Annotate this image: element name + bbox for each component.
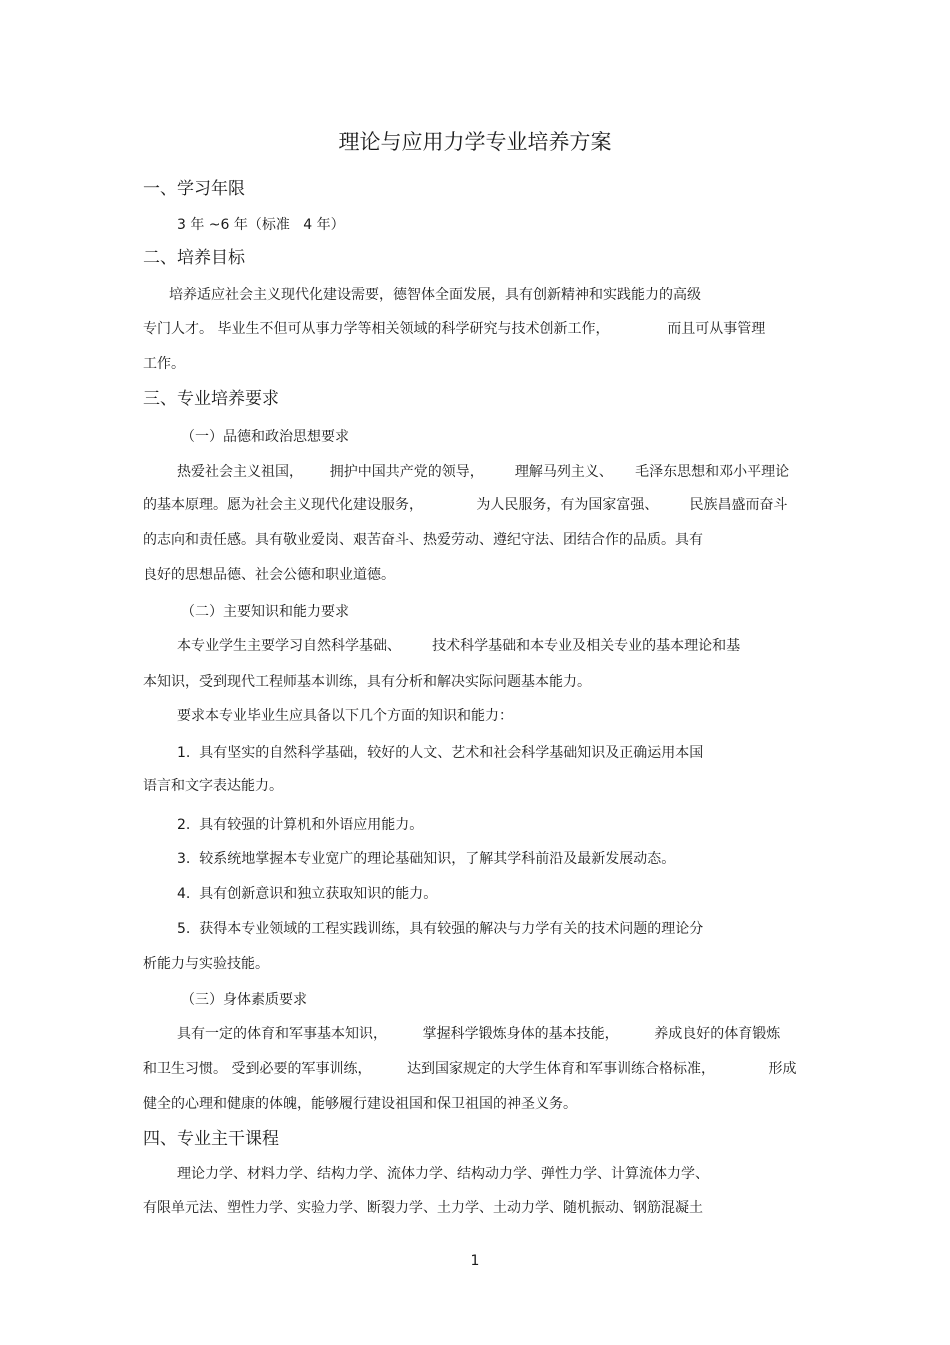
paragraph-line: 的基本原理。愿为社会主义现代化建设服务， 为人民服务，有为国家富强、 民族昌盛而奋斗: [143, 497, 788, 513]
paragraph-line: 良好的思想品德、社会公德和职业道德。: [143, 567, 395, 583]
paragraph-line: 本专业学生主要学习自然科学基础、 技术科学基础和本专业及相关专业的基本理论和基: [177, 638, 741, 654]
document-title: 理论与应用力学专业培养方案: [338, 130, 612, 154]
subsection-heading-knowledge: （二）主要知识和能力要求: [181, 604, 349, 620]
paragraph-line: 和卫生习惯。 受到必要的军事训练， 达到国家规定的大学生体育和军事训练合格标准， 形成: [143, 1061, 797, 1077]
paragraph-line: 理论力学、材料力学、结构力学、流体力学、结构动力学、弹性力学、计算流体力学、: [177, 1166, 709, 1182]
list-item: 2. 具有较强的计算机和外语应用能力。: [177, 817, 424, 833]
list-item: 1. 具有坚实的自然科学基础，较好的人文、艺术和社会科学基础知识及正确运用本国: [177, 745, 704, 761]
section-heading-courses: 四、专业主干课程: [143, 1129, 279, 1149]
paragraph-line: 本知识，受到现代工程师基本训练，具有分析和解决实际问题基本能力。: [143, 674, 591, 690]
paragraph-line: 有限单元法、塑性力学、实验力学、断裂力学、土力学、土动力学、随机振动、钢筋混凝土: [143, 1200, 703, 1216]
section-heading-study-years: 一、学习年限: [143, 179, 245, 199]
list-item-continuation: 析能力与实验技能。: [143, 956, 269, 972]
paragraph-line: 专门人才。 毕业生不但可从事力学等相关领域的科学研究与技术创新工作， 而且可从事管理: [143, 321, 766, 337]
paragraph-line: 的志向和责任感。具有敬业爱岗、艰苦奋斗、热爱劳动、遵纪守法、团结合作的品质。具有: [143, 532, 703, 548]
list-item: 3. 较系统地掌握本专业宽广的理论基础知识，了解其学科前沿及最新发展动态。: [177, 851, 676, 867]
paragraph-line: 热爱社会主义祖国， 拥护中国共产党的领导， 理解马列主义、 毛泽东思想和邓小平理论: [177, 464, 790, 480]
subsection-heading-morality: （一）品德和政治思想要求: [181, 429, 349, 445]
list-item: 5. 获得本专业领域的工程实践训练，具有较强的解决与力学有关的技术问题的理论分: [177, 921, 704, 937]
paragraph-line: 具有一定的体育和军事基本知识， 掌握科学锻炼身体的基本技能， 养成良好的体育锻炼: [177, 1026, 781, 1042]
section-heading-requirements: 三、专业培养要求: [143, 389, 279, 409]
page-number: 1: [470, 1253, 480, 1269]
list-item: 4. 具有创新意识和独立获取知识的能力。: [177, 886, 438, 902]
paragraph-line: 3 年 ~6 年（标准 4 年）: [177, 217, 345, 233]
paragraph-line: 健全的心理和健康的体魄，能够履行建设祖国和保卫祖国的神圣义务。: [143, 1096, 577, 1112]
paragraph-line: 工作。: [143, 356, 185, 372]
paragraph-line: 培养适应社会主义现代化建设需要，德智体全面发展，具有创新精神和实践能力的高级: [169, 287, 701, 303]
section-heading-goals: 二、培养目标: [143, 248, 245, 268]
list-item-continuation: 语言和文字表达能力。: [143, 778, 283, 794]
subsection-heading-physical: （三）身体素质要求: [181, 992, 307, 1008]
paragraph-line: 要求本专业毕业生应具备以下几个方面的知识和能力：: [177, 708, 513, 724]
